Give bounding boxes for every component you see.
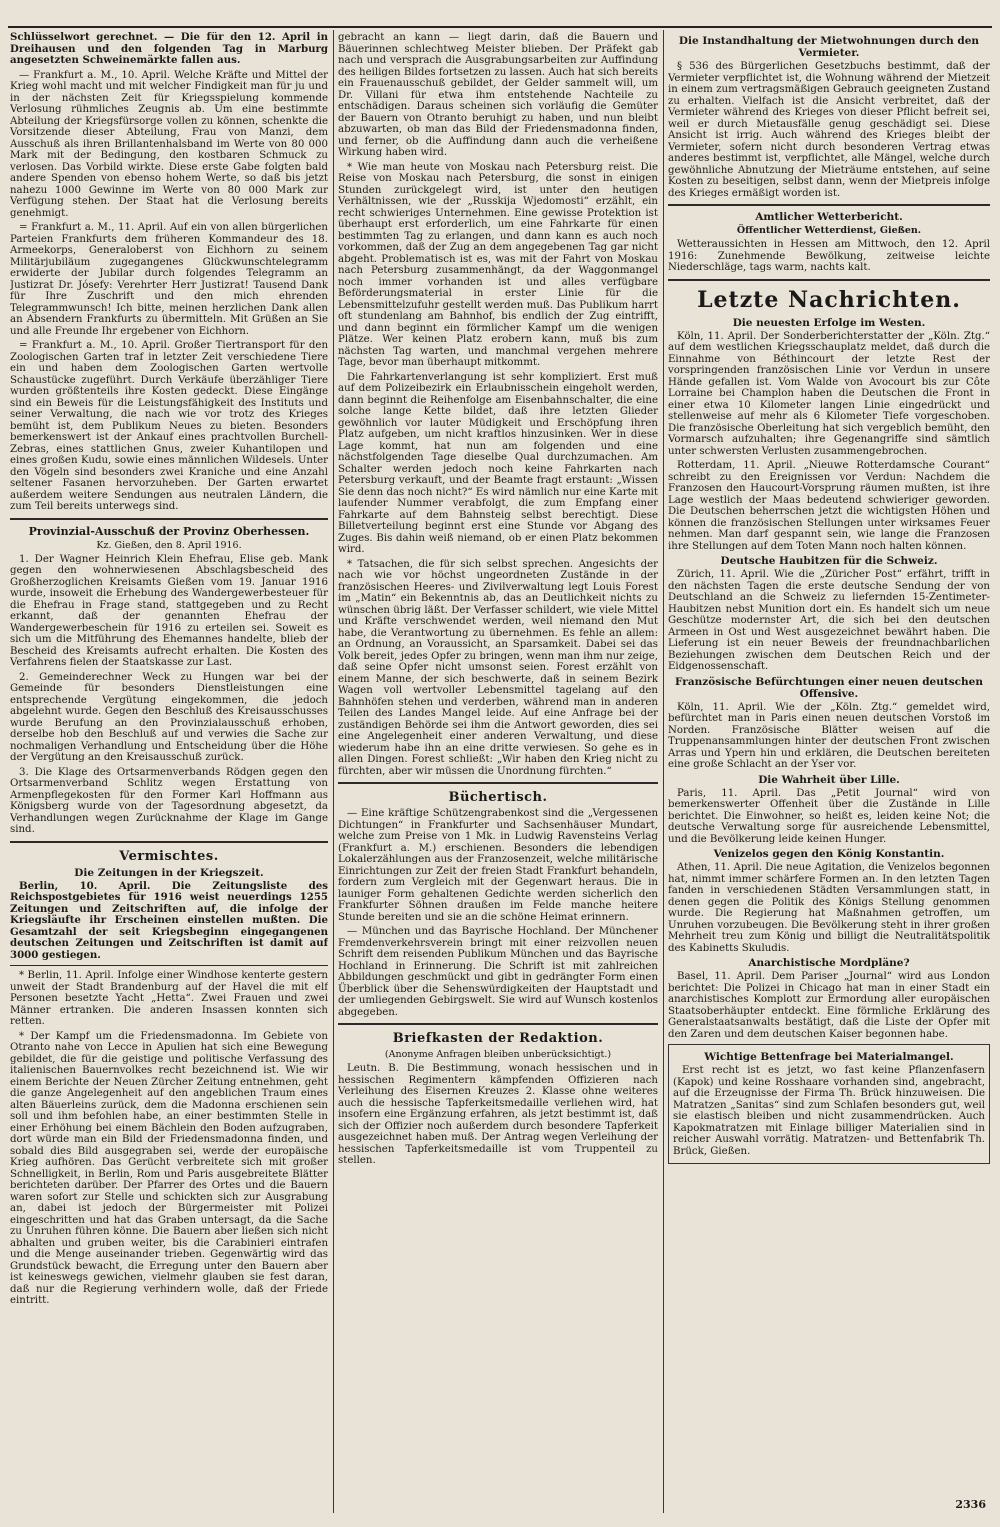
page-number: 2336 (955, 1498, 986, 1511)
article-text: 3. Die Klage des Ortsarmenverbands Rödgen gegen den Ortsarmenverband Schlitz wegen Erstattung von Armenpflegekosten für den Former Karl Hoffmann aus Königsberg wurde von der Tagesordnung abgesetzt, da Verhandlungen wegen Zurücknahme der Klage im Gange sind. (10, 766, 328, 835)
article-text: gebracht an kann — liegt darin, daß die Bauern und Bäuerinnen schlechtweg Meister blieben. Der Präfekt gab nach und versprach die Ausgrabungsarbeiten zur Auffindung des heiligen Bildes fortsetzen zu lassen. Auch hat sich bereits ein Frauenausschuß gebildet, der Gelder sammelt will, um Dr. Villani für etwa ihm entstehende Nachteile zu entschädigen. Daraus scheinen sich vorläufig die Gemüter der Bauern von Otranto beruhigt zu haben, und nun bleibt abzuwarten, ob man das Bild der Friedensmadonna finden, und ferner, ob die Auffindung dann auch die verheißene Wirkung haben wird. (338, 32, 658, 158)
divider (668, 279, 990, 281)
section-heading: Amtlicher Wetterbericht. (755, 211, 903, 223)
advertisement-box (668, 1044, 990, 1164)
column-divider (663, 30, 664, 1513)
divider (338, 782, 658, 784)
article-heading: Die Wahrheit über Lille. (758, 773, 900, 786)
article-text: — Eine kräftige Schützengrabenkost sind die „Vergessenen Dichtungen“ in Frankfurter und Sachsenhäuser Mundart, welche zum Preise von 1 Mk. in Ludwig Ravensteins Verlag (Frankfurt a. M.) erschienen. Besonders die lebendigen Lokalerzählungen aus der Franzosenzeit, welche militärische Einrichtungen zur Zeit der freien Stadt Frankfurt behandeln, fordern zum Vergleich mit der Gegenwart heraus. Die in launiger Form gehaltenen Gedichte werden sicherlich den Frankfurter Söhnen draußen im Felde manche heitere Stunde bereiten und sie an die schöne Heimat erinnern. (338, 808, 658, 923)
article-text: Basel, 11. April. Dem Pariser „Journal“ wird aus London berichtet: Die Polizei in Chicago hat man in einer Stadt ein anarchistisches Komplott zur Ermordung aller europäischen Staatsoberhäupter entdeckt. Eine förmliche Erklärung des Generalstaatsanwalts bestätigt, daß die Liste der Opfer mit den Zaren und dem deutschen Kaiser begonnen habe. (668, 971, 990, 1040)
article-text: Schlüsselwort gerechnet. — Die für den 12. April in Dreihausen und den folgenden Tag in Marburg angesetzten Schweinemärkte fallen aus. (10, 32, 328, 66)
article-heading: Französische Befürchtungen einer neuen deutschen Offensive. (675, 675, 983, 700)
article-text: Rotterdam, 11. April. „Nieuwe Rotterdamsche Courant“ schreibt zu den Ereignissen vor Verdun: Nachdem die Franzosen den Haucourt-Vorsprung räumen mußten, ist ihre Lage westlich der Maas bedeutend schwieriger geworden. Die Deutschen beherrschen jetzt die wichtigsten Höhen und können die französischen Stellungen unter wirksames Feuer nehmen. Man darf gespannt sein, wie lange die Franzosen ihre Stellungen auf dem Toten Mann noch halten können. (668, 460, 990, 552)
article-text: Leutn. B. Die Bestimmung, wonach hessischen und in hessischen Regimentern kämpfenden Offizieren nach Verleihung des Eisernen Kreuzes 2. Klasse ohne weiteres auch die hessische Tapferkeitsmedaille verliehen wird, hat insofern eine Ergänzung erfahren, als jetzt bestimmt ist, daß sich der Offizier noch außerdem durch besondere Tapferkeit ausgezeichnet haben muß. Der Antrag wegen Verleihung der hessischen Tapferkeitsmedaille ist vom Truppenteil zu stellen. (338, 1063, 658, 1166)
article-heading: Venizelos gegen den König Konstantin. (713, 848, 945, 860)
article-text: Köln, 11. April. Der Sonderberichterstatter der „Köln. Ztg.“ auf dem westlichen Kriegsschauplatz meldet, daß durch die Einnahme von Béthincourt der letzte Rest der vorspringenden französischen Linie vor Verdun in unsere Hände gefallen ist. Vom Walde von Avocourt bis zur Côte Lorraine bei Champlon haben die Deutschen die Front in einer etwa 10 Kilometer langen Linie eingedrückt und stellenweise auf mehr als 6 Kilometer Tiefe vorgeschoben. Die französische Oberleitung hat sich vergeblich bemüht, den Vormarsch aufzuhalten; ihre Gegenangriffe sind sämtlich unter schwersten Verlusten zusammengebrochen. (668, 330, 990, 457)
divider (668, 204, 990, 206)
article-heading: Deutsche Haubitzen für die Schweiz. (720, 555, 938, 567)
section-heading: Vermischtes. (119, 848, 219, 864)
article-text: Zürich, 11. April. Wie die „Züricher Post“ erfährt, trifft in den nächsten Tagen die erste deutsche Sendung der von Deutschland an die Schweiz zu liefernden 15-Zentimeter-Haubitzen nebst Munition dort ein. Es handelt sich um neue Geschütze modernster Art, die sich bei den deutschen Armeen in Ost und West ausgezeichnet bewährt haben. Die Lieferung ist ein neuer Beweis der freundnachbarlichen Beziehungen zwischen dem Deutschen Reich und der Eidgenossenschaft. (668, 569, 990, 672)
divider (10, 965, 328, 966)
divider (338, 1023, 658, 1025)
column-2 (338, 32, 658, 1513)
article-text: — München und das Bayrische Hochland. Der Münchener Fremdenverkehrsverein bringt mit einer reizvollen neuen Schrift dem reisenden Publikum München und das Bayrische Hochland in Erinnerung. Die Schrift ist mit zahlreichen Abbildungen geschmückt und gibt in gedrängter Form einen Überblick über die Sehenswürdigkeiten der Hauptstadt und der umliegenden Gebirgswelt. Sie wird auf Wunsch kostenlos abgegeben. (338, 926, 658, 1018)
article-text: * Wie man heute von Moskau nach Petersburg reist. Die Reise von Moskau nach Petersburg, die sonst in einigen Stunden zurückgelegt wird, ist unter den heutigen Verhältnissen, wie der „Russkija Wjedomosti“ erzählt, ein recht schwieriges Unternehmen. Eine gewisse Protektion ist überhaupt erst erforderlich, um eine Fahrkarte für einen bestimmten Tag zu erlangen, und dann kann es auch noch vorkommen, daß der Zug an dem angegebenen Tag gar nicht abgeht. Problematisch ist es, was mit der Fahrt von Moskau nach Petersburg zusammenhängt, da der Waggonmangel noch immer vorhanden ist und alles verfügbare Beförderungsmaterial in erster Linie für die Lebensmittelzufuhr gestellt werden muß. Das Publikum harrt oft stundenlang am Bahnhof, bis endlich der Zug eintrifft, und dann beginnt ein förmlicher Kampf um die wenigen Plätze. Wer keinen Platz erobern kann, muß bis zum nächsten Tag warten, und manchmal vergehen mehrere Tage, bevor man überhaupt mitkommt. (338, 161, 658, 368)
article-text: * Tatsachen, die für sich selbst sprechen. Angesichts der nach wie vor höchst ungeordneten Zustände in der französischen Heeres- und Zivilverwaltung legt Louis Forest im „Matin“ ein Bekenntnis ab, das an Deutlichkeit nichts zu wünschen übrig läßt. Der Verfasser schildert, wie viele Mittel und Kräfte verschwendet werden, weil niemand den Mut habe, die Verantwortung zu übernehmen. Es fehle an allem: an Ordnung, an Voraussicht, an Sparsamkeit. Dabei sei das Volk bereit, jedes Opfer zu bringen, wenn man ihm nur zeige, daß seine Opfer nicht umsonst seien. Forest erzählt von einem Manne, der sich beschwerte, daß in seinem Bezirk Wagen voll wertvoller Lebensmittel tagelang auf den Bahnhöfen stehen und verderben, während man in anderen Teilen des Landes Mangel leide. Auf eine Anfrage bei der zuständigen Behörde sei ihm die Antwort geworden, dies sei eine Angelegenheit einer anderen Verwaltung, und diese wiederum habe ihn an eine dritte verwiesen. So gehe es in allen Dingen. Forest schließt: „Wir haben den Krieg nicht zu fürchten, aber wir müssen die Unordnung fürchten.“ (338, 558, 658, 777)
article-text: 1. Der Wagner Heinrich Klein Ehefrau, Elise geb. Mank gegen den wohnerwiesenen Abschlagsbescheid des Großherzoglichen Kreisamts Gießen vom 19. Januar 1916 wurde, insoweit die Erhebung des Wandergewerbesteuer für die Ehefrau in Frage stand, stattgegeben und zu Recht erkannt, daß der genannten Ehefrau der Wandergewerbeschein für 1916 zu erteilen sei. Soweit es sich um die Mitführung des Ehemannes handelte, blieb der Bescheid des Kreisamts aufrecht erhalten. Die Kosten des Verfahrens fielen der Staatskasse zur Last. (10, 553, 328, 668)
section-subheading: Öffentlicher Wetterdienst, Gießen. (736, 225, 922, 236)
article-text: = Frankfurt a. M., 10. April. Großer Tiertransport für den Zoologischen Garten traf in letzter Zeit verschiedene Tiere ein und haben dem Zoologischen Garten wertvolle Schaustücke zugeführt. Durch Verkäufe überzähliger Tiere wurden größtenteils ihre Kosten gedeckt. Diese Eingänge sind ein Beweis für die Leistungsfähigkeit des Instituts und seiner Verwaltung, die nach wie vor trotz des Krieges bemüht ist, dem Publikum Neues zu bieten. Besonders bemerkenswert ist der Ankauf eines prachtvollen Burchell-Zebras, eines stattlichen Gnus, zweier Kuhantilopen und eines großen Kudu, sowie eines männlichen Wildesels. Unter den Vögeln sind besonders zwei Kraniche und eine Anzahl seltener Fasanen hervorzuheben. Der Garten erwartet außerdem weitere Sendungen aus neutralen Ländern, die zum Teil bereits unterwegs sind. (10, 340, 328, 512)
article-text: — Frankfurt a. M., 10. April. Welche Kräfte und Mittel der Krieg wohl macht und mit welcher Findigkeit man für ju und in der nächsten Zeit für Kriegsspielung kommende Verlosung rühmliches Zeugnis ab. Um eine bestimmte Abteilung der Kriegsfürsorge vollen zu können, schenkte die Vorsitzende dieser Abteilung, Frau von Manzi, dem Ausschuß als ihren Brillantenhalsband im Werte von 80 000 Mark mit der Bedingung, den kostbaren Schmuck zu verlosen. Das Vorbild wirkte. Diese erste Gabe folgten bald andere Spenden von ebenso hohem Werte, so daß bis jetzt nahezu 1000 Gewinne im Werte von 80 000 Mark zur Verfügung stehen. Der Staat hat die Verlosung bereits genehmigt. (10, 69, 328, 219)
ad-heading: Wichtige Bettenfrage bei Materialmangel. (704, 1051, 954, 1063)
section-heading: Briefkasten der Redaktion. (392, 1031, 604, 1046)
column-1 (10, 32, 328, 1513)
article-text: Die Fahrkartenverlangung ist sehr kompliziert. Erst muß auf dem Polizeibezirk ein Erlaubnisschein eingeholt werden, dann beginnt die Reihenfolge am Eisenbahnschalter, die eine solche lange Kette bildet, daß ihre letzten Glieder gewöhnlich vor lauter Müdigkeit und Erschöpfung ihren Platz aufgeben, um nicht kraftlos hinzusinken. Wer in diese Lage kommt, hat nun am folgenden und eine nächstfolgenden Tage dieselbe Qual durchzumachen. Am Schalter werden jedoch noch keine Fahrkarten nach Petersburg verkauft, und der Beamte fragt erstaunt: „Wissen Sie denn das noch nicht?“ Es wird nämlich nur eine Karte mit laufender Nummer verabfolgt, die zum Empfang einer Fahrkarte auf dem Bahnsteig selbst berechtigt. Diese Billetverteilung beginnt erst eine Stunde vor Abgang des Zuges. Bis dahin weiß niemand, ob er einen Platz bekommen wird. (338, 371, 658, 555)
divider (10, 841, 328, 843)
section-subheading: (Anonyme Anfragen bleiben unberücksichtigt.) (384, 1049, 612, 1060)
article-text: 2. Gemeinderechner Weck zu Hungen war bei der Gemeinde für besonders Dienstleistungen eine entsprechende Vergütung eingekommen, die jedoch abgelehnt wurde. Gegen den Beschluß des Kreisausschusses wurde Berufung an den Provinzialausschuß erhoben, derselbe hob den Beschluß auf und verwies die Sache zur nochmaligen Verhandlung und Entscheidung über die Höhe der Vergütung an den Kreisausschuß zurück. (10, 671, 328, 763)
article-text: Berlin, 10. April. Die Zeitungsliste des Reichspostgebietes für 1916 weist neuerdings 1255 Zeitungen und Zeitschriften auf, die infolge der Kriegsläufte ihr Erscheinen einstellen mußten. Die Gesamtzahl der seit Kriegsbeginn eingegangenen deutschen Zeitungen und Zeitschriften ist damit auf 3000 gestiegen. (10, 879, 328, 961)
article-text: * Berlin, 11. April. Infolge einer Windhose kenterte gestern unweit der Stadt Brandenburg auf der Havel die mit elf Personen besetzte Yacht „Hetta“. Zwei Frauen und zwei Männer ertranken. Die anderen Insassen konnten sich retten. (10, 970, 328, 1027)
article-text: * Der Kampf um die Friedensmadonna. Im Gebiete von Otranto nahe von Lecce in Apulien hat sich eine Bewegung gebildet, die für die geistige und politische Verfassung des italienischen Bauernvolkes recht bezeichnend ist. Wie wir einem Berichte der Neuen Zürcher Zeitung entnehmen, geht die ganze Angelegenheit auf den angeblichen Traum eines alten Bäuerleins zurück, dem die Madonna erschienen sein soll und ihm befohlen habe, an einer bestimmten Stelle in einer Erhöhung bei einem Bächlein den Boden aufzugraben, dort würde man ein Bild der Friedensmadonna finden, und sobald dies Bild ausgegraben sei, werde der europäische Krieg aufhören. Das Gerücht verbreitete sich mit großer Schnelligkeit, in Berlin, Rom und Paris ausgebreitete Blätter berichteten darüber. Der Pfarrer des Ortes und die Bauern waren sofort zur Stelle und schickten sich zur Ausgrabung an, dabei ist jedoch der Bürgermeister mit Polizei eingeschritten und hat das Graben untersagt, da die Sache zu Unruhen führen könne. Die Bauern aber ließen sich nicht abhalten und gruben weiter, bis die Carabinieri eintrafen und die Menge auseinander trieben. Gegenwärtig wird das Grundstück bewacht, die Erregung unter den Bauern aber ist keineswegs gewichen, vielmehr glauben sie fest daran, daß nur die Regierung verhindern wolle, daß der Friede eintritt. (10, 1030, 328, 1306)
section-heading: Büchertisch. (448, 790, 548, 805)
dateline: Kz. Gießen, den 8. April 1916. (96, 539, 242, 551)
divider (10, 518, 328, 520)
article-heading: Die neuesten Erfolge im Westen. (732, 316, 926, 329)
article-heading: Anarchistische Mordpläne? (748, 957, 910, 969)
article-text: § 536 des Bürgerlichen Gesetzbuchs bestimmt, daß der Vermieter verpflichtet ist, die Wohnung während der Mietzeit in einem zum vertragsmäßigen Gebrauch geeigneten Zustand zu erhalten. Vielfach ist die Ansicht verbreitet, daß der Vermieter während des Krieges von dieser Pflicht befreit sei, weil er durch Mietausfälle genug geschädigt sei. Diese Ansicht ist irrig. Auch während des Krieges bleibt der Vermieter, sofern nicht durch besonderen Vertrag etwas anderes bestimmt ist, verpflichtet, alle Mängel, welche durch gewöhnliche Abnutzung der Mieträume entstehen, auf seine Kosten zu beseitigen, selbst dann, wenn der Mietpreis infolge des Krieges ermäßigt worden ist. (668, 61, 990, 199)
article-text: = Frankfurt a. M., 11. April. Auf ein von allen bürgerlichen Parteien Frankfurts dem früheren Kommandeur des 18. Armeekorps, Generaloberst von Eichhorn zu seinem Militärjubiläum zugegangenes Glückwunschtelegramm erwiderte der Jubilar durch folgendes Telegramm an Justizrat Dr. Jósefy: Verehrter Herr Justizrat! Tausend Dank für Ihre Zuschrift und den mich ehrenden Telegrammwunsch! Ich bitte, meinen herzlichen Dank allen an Absendern Frankfurts zu übermitteln. Mit Grüßen an Sie und alle Freunde Ihr ergebener von Eichhorn. (10, 222, 328, 337)
article-text: Athen, 11. April. Die neue Agitation, die Venizelos begonnen hat, nimmt immer schärfere Formen an. In den letzten Tagen fanden in verschiedenen Städten Versammlungen statt, in denen gegen die Politik des Königs Stellung genommen wurde. Die Regierung hat Maßnahmen getroffen, um Unruhen vorzubeugen. Die Bevölkerung steht in ihrer großen Mehrheit treu zum König und billigt die Neutralitätspolitik des Kabinetts Skuludis. (668, 862, 990, 954)
section-title: Letzte Nachrichten. (697, 286, 961, 313)
article-text: Paris, 11. April. Das „Petit Journal“ wird von bemerkenswerter Offenheit über die Zustände in Lille berichtet. Die Einwohner, so heißt es, leiden keine Not; die deutsche Verwaltung sorge für ausreichende Lebensmittel, und die Bevölkerung leide keinen Hunger. (668, 787, 990, 845)
column-divider (333, 30, 334, 1513)
article-text: Köln, 11. April. Wie der „Köln. Ztg.“ gemeldet wird, befürchtet man in Paris einen neuen deutschen Vorstoß im Norden. Französische Blätter weisen auf die Truppenansammlungen hinter der deutschen Front zwischen Arras und Ypern hin und erklären, die Deutschen bereiteten eine große Schlacht an der Yser vor. (668, 701, 990, 770)
article-heading: Die Instandhaltung der Mietwohnungen durch den Vermieter. (678, 35, 980, 59)
column-3 (668, 32, 990, 1513)
article-text: Wetteraussichten in Hessen am Mittwoch, den 12. April 1916: Zunehmende Bewölkung, zeitweise leichte Niederschläge, tags warm, nachts kalt. (668, 239, 990, 273)
top-rule (8, 26, 992, 28)
ad-text: Erst recht ist es jetzt, wo fast keine Pflanzenfasern (Kapok) und keine Rosshaare vorhanden sind, angebracht, auf die Erzeugnisse der Firma Th. Brück hinzuweisen. Die Matratzen „Sanitas“ sind zum Schlafen besonders gut, weil sie elastisch bleiben und nicht zusammendrücken. Auch Kapokmatratzen mit Einlage billiger Materialien sind in reicher Auswahl vorrätig. Matratzen- und Bettenfabrik Th. Brück, Gießen. (673, 1065, 985, 1157)
article-heading: Die Zeitungen in der Kriegszeit. (74, 866, 264, 879)
section-heading: Provinzial-Ausschuß der Provinz Oberhessen. (28, 524, 310, 538)
